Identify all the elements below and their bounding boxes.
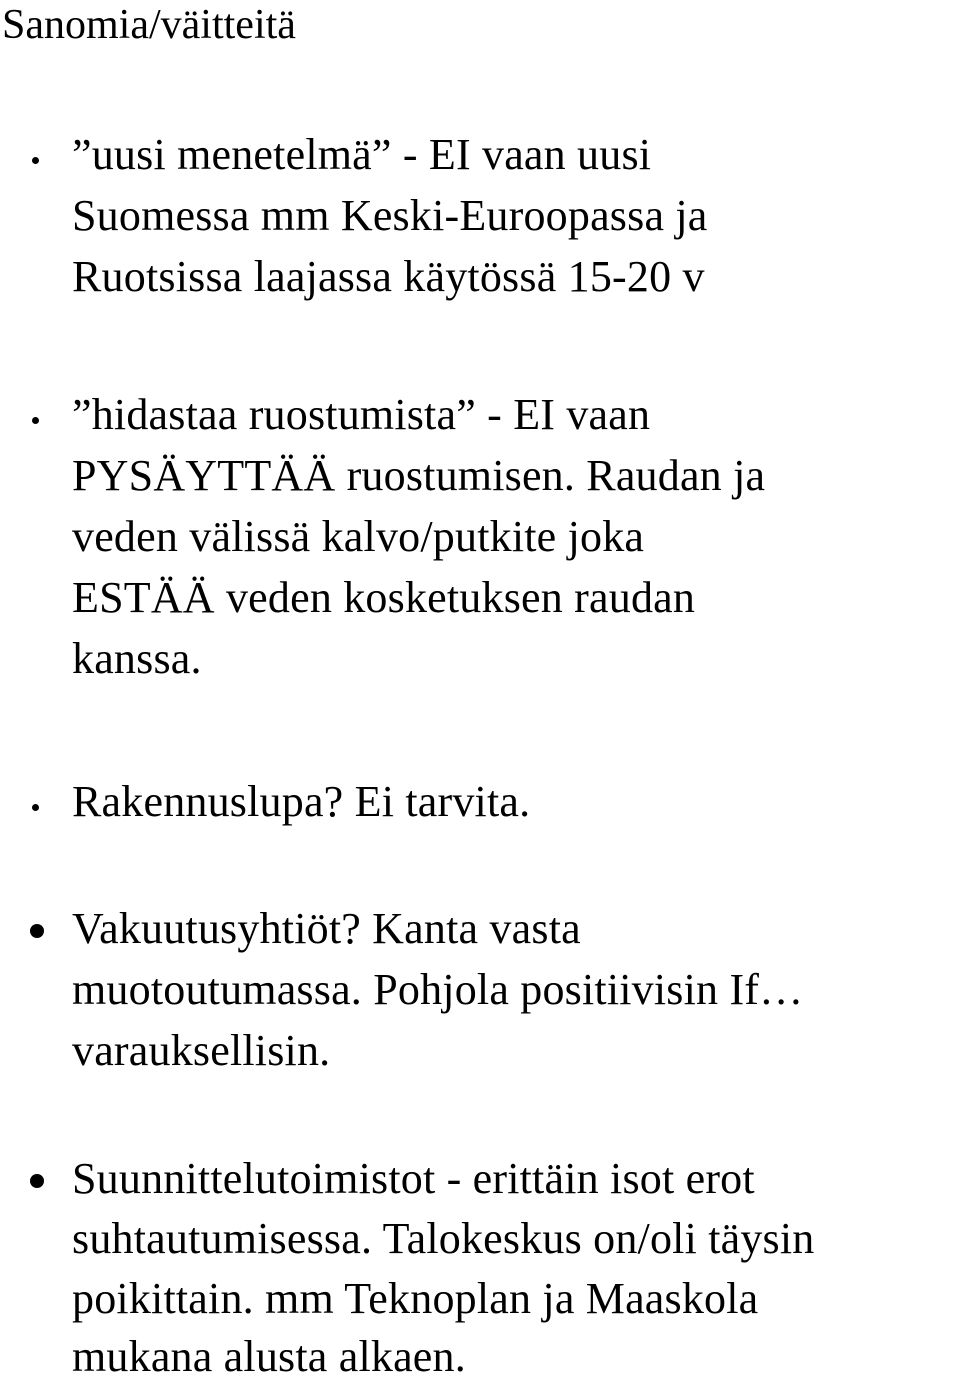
bullet-line: kanssa.: [72, 634, 202, 683]
bullet-dot-icon: [30, 1174, 44, 1188]
bullet-line: muotoutumassa. Pohjola positiivisin If…: [72, 965, 804, 1014]
bullet-dot-icon: [32, 157, 39, 164]
bullet-line: poikittain. mm Teknoplan ja Maaskola: [72, 1274, 759, 1323]
page-title: Sanomia/väitteitä: [2, 2, 296, 48]
bullet-dot-icon: [32, 417, 39, 424]
bullet-line: suhtautumisessa. Talokeskus on/oli täysin: [72, 1214, 815, 1263]
bullet-line: ”hidastaa ruostumista” - EI vaan: [72, 390, 651, 439]
bullet-line: veden välissä kalvo/putkite joka: [72, 512, 645, 561]
bullet-line: ESTÄÄ veden kosketuksen raudan: [72, 573, 696, 622]
bullet-line: Suomessa mm Keski-Euroopassa ja: [72, 191, 708, 240]
bullet-line: Rakennuslupa? Ei tarvita.: [72, 777, 531, 826]
bullet-line: Vakuutusyhtiöt? Kanta vasta: [72, 904, 581, 953]
bullet-line: mukana alusta alkaen.: [72, 1332, 466, 1381]
bullet-line: PYSÄYTTÄÄ ruostumisen. Raudan ja: [72, 451, 766, 500]
bullet-line: Ruotsissa laajassa käytössä 15-20 v: [72, 252, 705, 301]
bullet-line: ”uusi menetelmä” - EI vaan uusi: [72, 130, 652, 179]
bullet-dot-icon: [30, 924, 44, 938]
bullet-dot-icon: [32, 804, 39, 811]
bullet-line: Suunnittelutoimistot - erittäin isot erot: [72, 1154, 755, 1203]
bullet-line: varauksellisin.: [72, 1026, 331, 1075]
